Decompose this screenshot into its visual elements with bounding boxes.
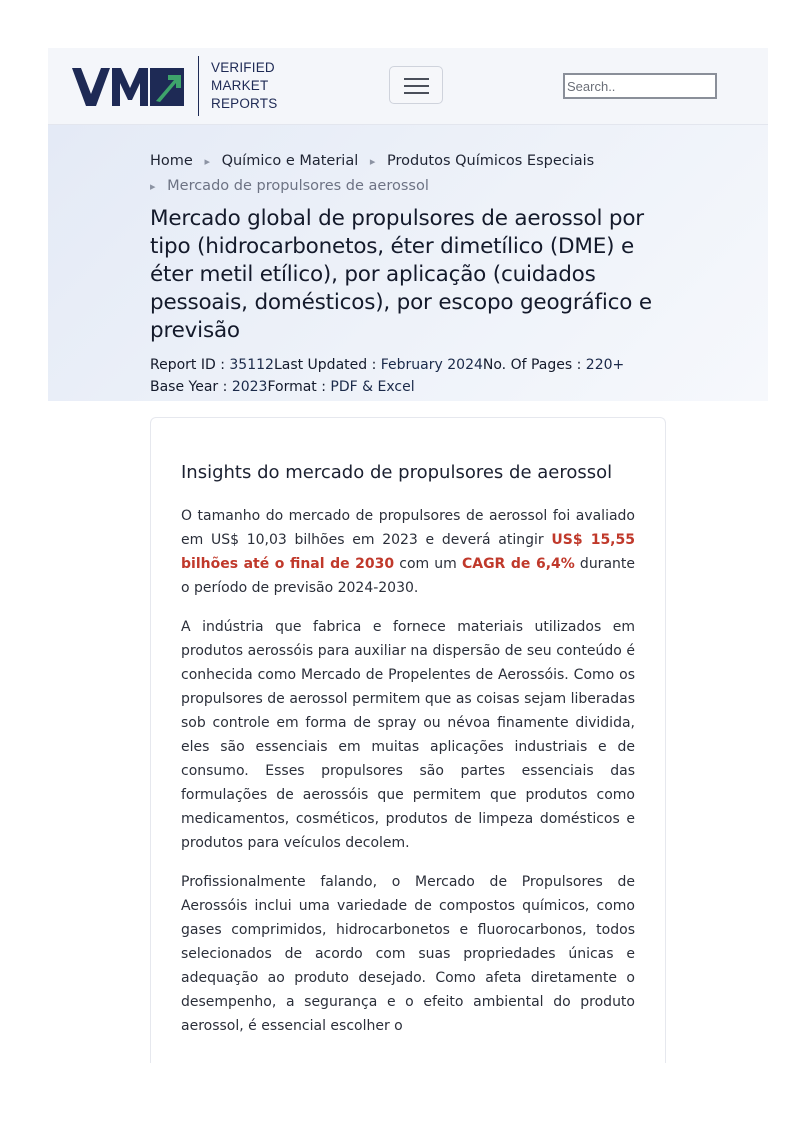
chevron-right-icon: ▸ bbox=[204, 155, 210, 168]
hamburger-menu-icon-bar bbox=[404, 85, 429, 87]
p1-text-b: com um bbox=[394, 556, 462, 572]
insights-paragraph-2: A indústria que fabrica e fornece materiais utilizados em produtos aerossóis para auxiliar na dispersão de seu conteúdo é conhecida como Mercado de Propelentes de Aerossóis. Como os propulsores de aerossol permitem que as coisas sejam liberadas sob controle em forma de spray ou névoa finamente dividida, eles são essenciais em muitas aplicações industriais e de consumo. Esses propulsores são partes essenciais das formulações de aerossóis que permitem que produtos como medicamentos, cosméticos, produtos de limpeza domésticos e produtos para veículos decolem. bbox=[181, 619, 635, 851]
pages-label: No. Of Pages : bbox=[482, 357, 586, 373]
chevron-right-icon: ▸ bbox=[150, 180, 156, 193]
last-updated-label: Last Updated : bbox=[273, 357, 381, 373]
breadcrumb-current: Mercado de propulsores de aerossol bbox=[167, 178, 429, 194]
hamburger-menu-icon-bar bbox=[404, 92, 429, 94]
vmr-logo[interactable] bbox=[72, 56, 282, 116]
insights-paragraph-1 bbox=[181, 504, 635, 600]
report-meta bbox=[150, 354, 690, 398]
page-title: Mercado global de propulsores de aerossol por tipo (hidrocarbonetos, éter dimetílico (DME) e éter metil etílico), por aplicação (cuidados pessoais, domésticos), por escopo geográfico e previsão bbox=[150, 206, 652, 343]
report-id-label: Report ID : bbox=[150, 357, 230, 373]
base-year-label: Base Year : bbox=[150, 379, 232, 395]
cagr-highlight: CAGR de 6,4% bbox=[461, 556, 575, 572]
format-value: PDF & Excel bbox=[330, 379, 415, 395]
site-header bbox=[48, 48, 768, 125]
breadcrumb-chemical-material[interactable]: Químico e Material bbox=[221, 153, 359, 169]
hamburger-menu-button[interactable] bbox=[389, 66, 443, 104]
insights-card bbox=[150, 417, 666, 1063]
base-year-value: 2023 bbox=[231, 379, 268, 395]
logo-wordmark bbox=[211, 59, 277, 113]
insights-paragraph-3: Profissionalmente falando, o Mercado de Propulsores de Aerossóis inclui uma variedade de compostos químicos, como gases comprimidos, hidrocarbonetos e fluorocarbonos, todos selecionados de acordo com suas propriedades únicas e adequação ao produto desejado. Como afeta diretamente o desempenho, a segurança e o efeito ambiental do produto aerossol, é essencial escolher o bbox=[181, 874, 635, 1034]
search-input[interactable] bbox=[563, 73, 717, 99]
vmr-logo-mark bbox=[72, 68, 184, 106]
logo-divider bbox=[198, 56, 199, 116]
market-value-highlight: US$ 15,55 bilhões até o final de 2030 bbox=[181, 532, 635, 572]
breadcrumb-specialty-chemicals[interactable]: Produtos Químicos Especiais bbox=[387, 153, 595, 169]
report-id-value: 35112 bbox=[229, 357, 274, 373]
logo-line-1: VERIFIED bbox=[211, 60, 275, 75]
pages-value: 220+ bbox=[585, 357, 625, 373]
p1-text-c: durante o período de previsão 2024-2030. bbox=[181, 556, 635, 596]
hamburger-menu-icon bbox=[404, 78, 429, 80]
p1-text-a: O tamanho do mercado de propulsores de aerossol foi avaliado em US$ 10,03 bilhões em 2023 e deverá atingir bbox=[181, 508, 635, 548]
chevron-right-icon: ▸ bbox=[369, 155, 376, 168]
logo-line-3: REPORTS bbox=[211, 96, 278, 111]
insights-heading: Insights do mercado de propulsores de aerossol bbox=[181, 462, 613, 483]
report-hero bbox=[48, 125, 768, 401]
logo-line-2: MARKET bbox=[211, 78, 269, 93]
insights-body bbox=[181, 504, 635, 1053]
last-updated-value: February 2024 bbox=[380, 357, 483, 373]
breadcrumb-home[interactable]: Home bbox=[150, 153, 193, 169]
breadcrumb bbox=[150, 149, 690, 199]
format-label: Format : bbox=[267, 379, 331, 395]
